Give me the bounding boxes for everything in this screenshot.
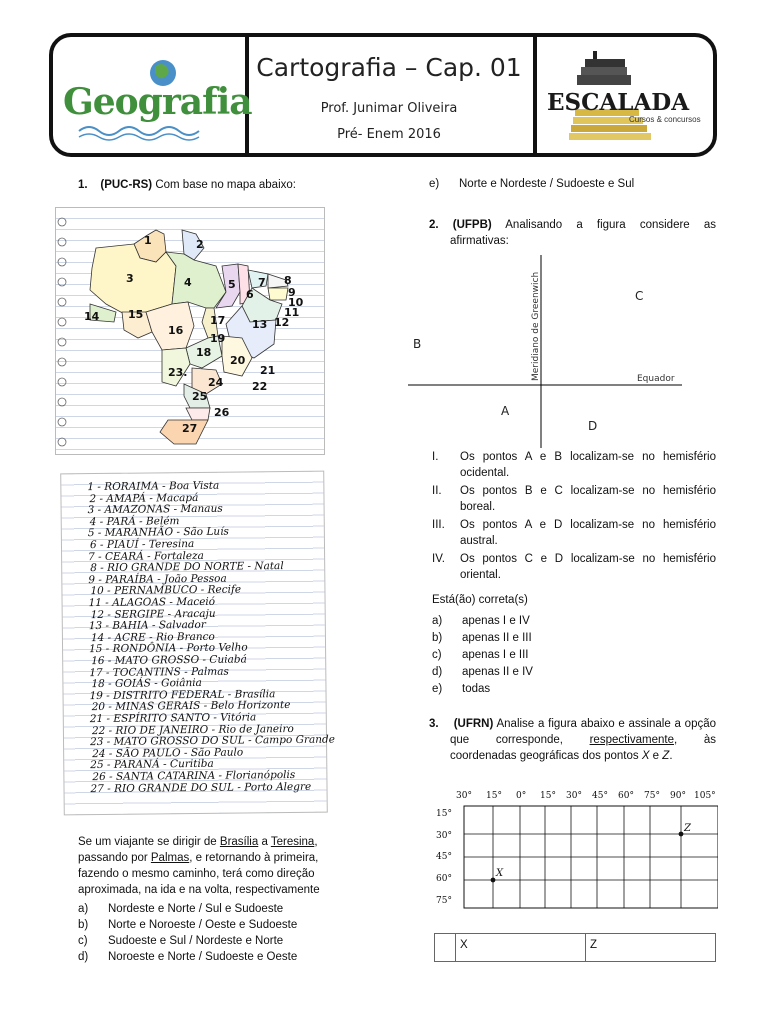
grid-top-label: 105° <box>694 791 716 801</box>
q1-stem <box>78 834 363 898</box>
grid-left-label: 75° <box>436 896 452 906</box>
state-list-item: 4 - PARÁ - Belém <box>89 514 180 528</box>
brazil-map-paper <box>55 207 325 455</box>
state-list-item: 9 - PARAÍBA - João Pessoa <box>88 572 227 586</box>
city-brasilia: Brasília <box>219 836 259 848</box>
map-label: 5 <box>228 278 236 291</box>
map-label: 4 <box>184 276 192 289</box>
header-divider <box>533 37 537 153</box>
q3-line: 3. (UFRN) Analise a figura abaixo e assinale a opção <box>429 718 717 730</box>
geografia-logo <box>59 47 252 147</box>
state-list-item: 1 - RORAIMA - Boa Vista <box>87 479 220 494</box>
map-label: 26 <box>214 406 230 419</box>
state-list-item: 15 - RONDÔNIA - Porto Velho <box>88 641 248 656</box>
q2-statement: II. Os pontos B e C localizam-se no hemisfério boreal. <box>432 485 716 513</box>
state-list-item: 25 - PARANÁ - Curitiba <box>90 758 214 772</box>
q1-option-c[interactable]: c) Sudoeste e Sul / Nordeste e Norte <box>78 935 284 947</box>
map-label: 25 <box>192 390 208 403</box>
state-list-item: 11 - ALAGOAS - Maceió <box>88 595 216 610</box>
q3-line: que corresponde, respectivamente, às <box>450 734 716 746</box>
hemisphere-figure <box>400 255 700 450</box>
q1-number: 1. <box>78 179 88 191</box>
q2-statement: IV. Os pontos C e D localizam-se no hemisfério oriental. <box>432 553 716 581</box>
q1-source: (PUC-RS) <box>100 179 153 191</box>
point-x-marker <box>491 878 496 883</box>
q2-question: Está(ão) correta(s) <box>432 594 528 606</box>
q3-text <box>429 716 716 764</box>
answer-cell-letter <box>435 934 456 961</box>
q2-statement: I. Os pontos A e B localizam-se no hemisfério ocidental. <box>432 451 716 479</box>
q2-prompt-cont: afirmativas: <box>450 235 509 247</box>
state-list-item: 6 - PIAUÍ - Teresina <box>89 537 195 552</box>
map-label: 2 <box>196 238 204 251</box>
grid-top-label: 90° <box>670 791 686 801</box>
q2-prompt: Analisando a figura considere as <box>505 219 716 231</box>
page-title: Cartografia – Cap. 01 <box>256 53 522 82</box>
state-list-item: 2 - AMAPÁ - Macapá <box>89 491 199 505</box>
q1-stem-line: aproximada, na ida e na volta, respectivamente <box>78 884 320 896</box>
coordinate-grid <box>430 786 718 916</box>
map-label: 22 <box>252 380 268 393</box>
state-list-item: 27 - RIO GRANDE DO SUL - Porto Alegre <box>90 780 312 795</box>
state-list-item: 19 - DISTRITO FEDERAL - Brasília <box>89 687 276 702</box>
state-list-item: 8 - RIO GRANDE DO NORTE - Natal <box>90 560 284 575</box>
state-list-item: 5 - MARANHÃO - São Luís <box>87 526 229 540</box>
city-palmas: Palmas <box>150 852 190 864</box>
q3-line: coordenadas geográficas dos pontos X e Z. <box>450 750 673 762</box>
map-label: 13 <box>252 318 268 331</box>
teacher-name: Prof. Junimar Oliveira <box>320 101 458 116</box>
grid-top-label: 75° <box>644 791 660 801</box>
state-list-item: 14 - ACRE - Rio Branco <box>90 630 215 644</box>
q1-stem-line: Se um viajante se dirigir de Brasília a Teresina, <box>78 836 318 848</box>
point-z-label: Z <box>684 823 691 834</box>
grid-left-label: 30° <box>436 831 452 841</box>
state-list-item: 23 - MATO GROSSO DO SUL - Campo Grande <box>89 733 336 749</box>
point-b-label: B <box>413 337 422 351</box>
q1-option-a[interactable]: a) Nordeste e Norte / Sul e Sudoeste <box>78 903 284 915</box>
grid-top-label: 60° <box>618 791 634 801</box>
map-label: 23. <box>168 366 188 379</box>
q2-statement: III. Os pontos A e D localizam-se no hemisfério austral. <box>432 519 716 547</box>
equator-label: Equador <box>637 374 675 384</box>
point-d-label: D <box>588 419 598 433</box>
state-list-item: 26 - SANTA CATARINA - Florianópolis <box>92 768 296 784</box>
answer-cell-z: Z <box>590 939 598 951</box>
q1-options <box>78 901 368 965</box>
q1-option-b[interactable]: b) Norte e Noroeste / Oeste e Sudoeste <box>78 919 298 931</box>
escalada-logo <box>541 41 713 153</box>
q2-number: 2. <box>429 219 439 231</box>
map-label: 20 <box>230 354 246 367</box>
states-list-paper <box>60 471 336 816</box>
state-list-item: 21 - ESPÍRITO SANTO - Vitória <box>89 711 257 726</box>
state-list-item: 16 - MATO GROSSO - Cuiabá <box>91 653 247 668</box>
point-c-label: C <box>635 289 644 303</box>
brazil-map <box>56 208 324 454</box>
state-list-item: 20 - MINAS GERAIS - Belo Horizonte <box>91 699 291 714</box>
grid-top-label: 0° <box>516 791 527 801</box>
map-label: 10 <box>288 296 304 309</box>
point-x-label: X <box>496 868 504 879</box>
logo-text: Geografia <box>63 81 252 123</box>
map-label: 17 <box>210 314 226 327</box>
q2-options <box>432 613 716 697</box>
q2-option-d[interactable]: d) apenas II e IV <box>432 666 533 678</box>
q2-header <box>429 217 716 233</box>
state-list-item: 12 - SERGIPE - Aracaju <box>90 607 216 621</box>
grid-top-label: 30° <box>566 791 582 801</box>
grid-left-label: 15° <box>436 809 452 819</box>
state-list-item: 7 - CEARÁ - Fortaleza <box>88 549 204 563</box>
q2-statements <box>432 449 716 583</box>
state-list-item: 10 - PERNAMBUCO - Recife <box>90 583 242 598</box>
q2-source: (UFPB) <box>452 219 492 231</box>
header-box <box>49 33 717 157</box>
escalada-subtitle: Cursos & concursos <box>629 115 701 124</box>
q2-option-e[interactable]: e) todas <box>432 683 491 695</box>
point-a-label: A <box>501 404 510 418</box>
course-name: Pré- Enem 2016 <box>337 127 441 142</box>
grid-top-label: 30° <box>456 791 472 801</box>
map-label: 21 <box>260 364 276 377</box>
grid-top-label: 45° <box>592 791 608 801</box>
map-label: 15 <box>128 308 144 321</box>
meridian-label: Meridiano de Greenwich <box>531 271 541 381</box>
grid-top-label: 15° <box>540 791 556 801</box>
q1-stem-line: fazendo o mesmo caminho, terá como direção <box>78 868 315 880</box>
map-label: 24 <box>208 376 224 389</box>
escalada-text: ESCALADA <box>547 89 690 116</box>
q1-option-e[interactable]: e) Norte e Nordeste / Sudoeste e Sul <box>429 178 635 190</box>
answer-table <box>434 933 716 962</box>
q1-header <box>78 177 368 193</box>
answer-cell-x: X <box>456 934 586 961</box>
q2-option-c[interactable]: c) apenas I e III <box>432 649 529 661</box>
state-list-item: 24 - SÃO PAULO - São Paulo <box>92 746 244 760</box>
map-label: 16 <box>168 324 184 337</box>
q1-stem-line: passando por Palmas, e retornando à primeira, <box>78 852 319 864</box>
grid-top-label: 15° <box>486 791 502 801</box>
q1-prompt: Com base no mapa abaixo: <box>155 179 296 191</box>
state-list-item: 13 - BAHIA - Salvador <box>88 619 206 633</box>
states-list <box>61 472 336 795</box>
map-label: 27 <box>182 422 198 435</box>
map-label: 8 <box>284 274 292 287</box>
grid-left-label: 60° <box>436 874 452 884</box>
state-list-item: 3 - AMAZONAS - Manaus <box>87 502 223 517</box>
q2-option-a[interactable]: a) apenas I e IV <box>432 615 530 627</box>
state-list-item: 17 - TOCANTINS - Palmas <box>89 665 229 679</box>
city-teresina: Teresina <box>270 836 315 848</box>
map-label: 11 <box>284 306 300 319</box>
map-label: 18 <box>196 346 212 359</box>
point-z-marker <box>679 832 684 837</box>
map-label: 1 <box>144 234 152 247</box>
q2-option-b[interactable]: b) apenas II e III <box>432 632 532 644</box>
map-label: 3 <box>126 272 134 285</box>
map-label: 19 <box>210 332 226 345</box>
map-label: 7 <box>258 276 266 289</box>
map-label: 14 <box>84 310 100 323</box>
grid-left-label: 45° <box>436 852 452 862</box>
state-list-item: 18 - GOIÁS - Goiânia <box>91 677 202 691</box>
map-label: 6 <box>246 288 254 301</box>
state-list-item: 22 - RIO DE JANEIRO - Rio de Janeiro <box>91 722 294 737</box>
map-label: 9 <box>288 286 296 299</box>
map-label: 12 <box>274 316 290 329</box>
q1-option-d[interactable]: d) Noroeste e Norte / Sudoeste e Oeste <box>78 951 298 963</box>
